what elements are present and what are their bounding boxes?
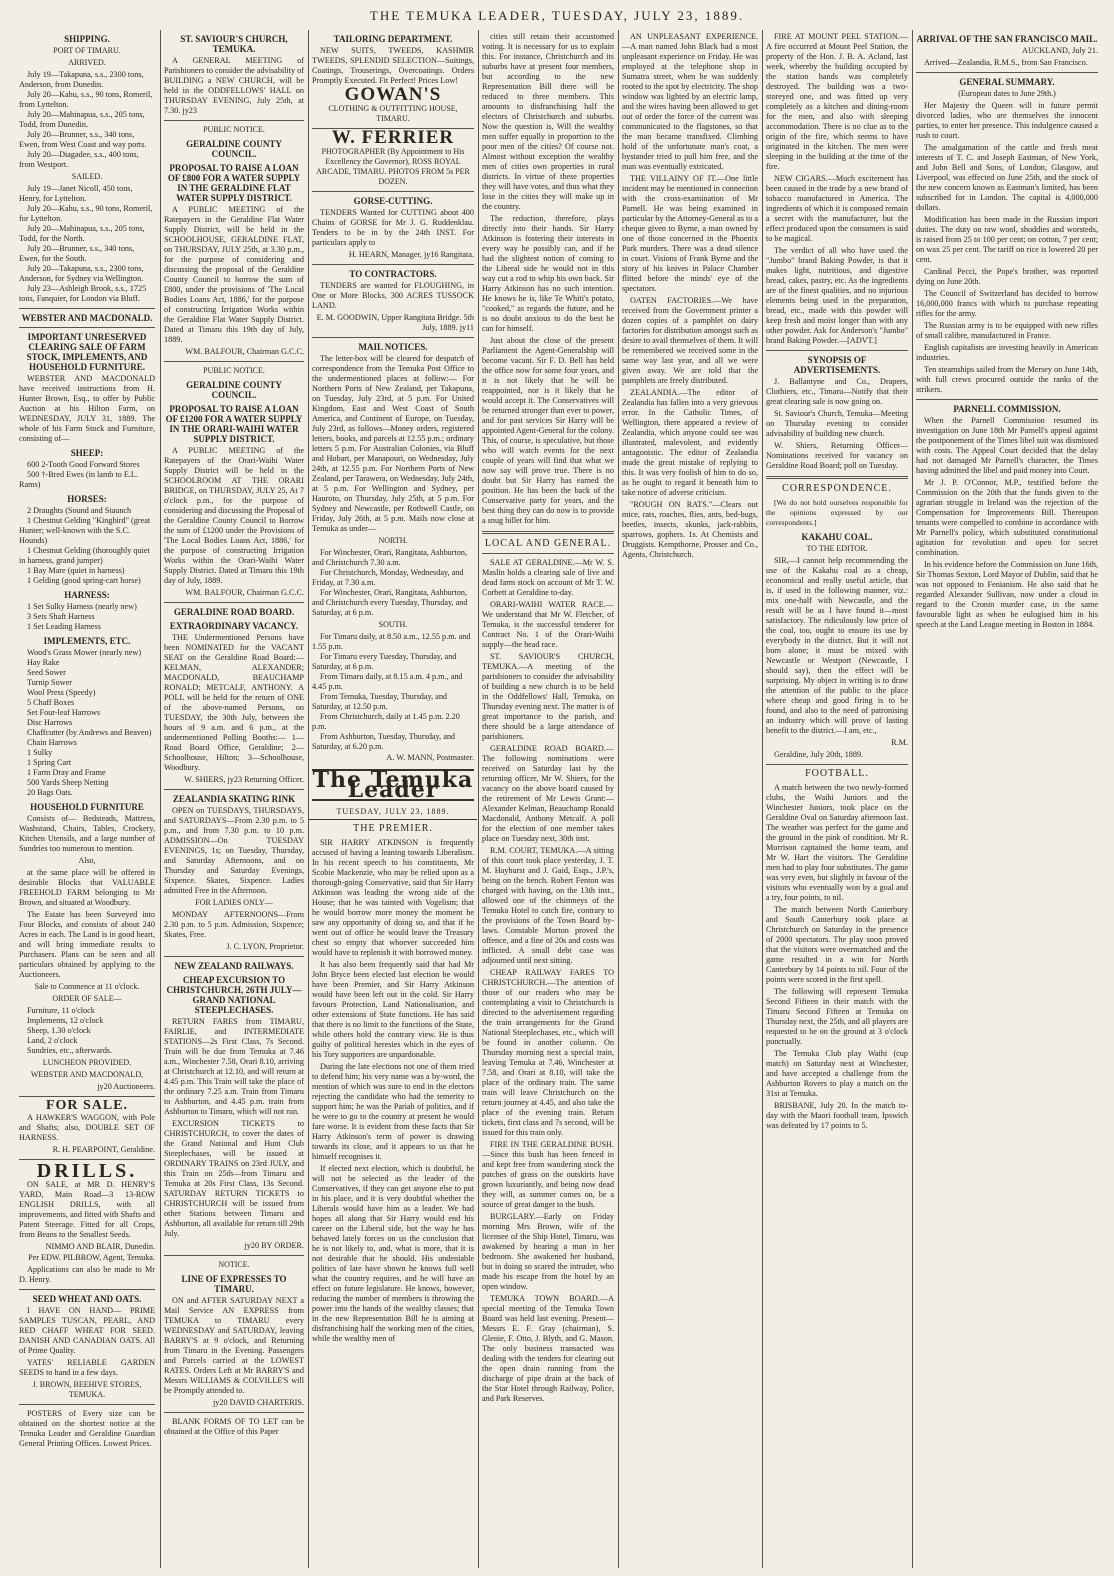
- text-line: July 20—Diagadee, s.s., 400 tons, from Westport.: [19, 150, 139, 169]
- auctioneers-signature: jy20 Auctioneers.: [97, 1082, 155, 1091]
- text-line: 1 Chestnut Gelding (thoroughly quiet in harness, grand jumper): [19, 546, 150, 565]
- text-line: Modification has been made in the Russian import duties. The duty on raw wool, shoddies and worsteds, is raised from 25 to 100 per cent; on cotton, 7 per cent; on wax 25 per cent. The tariff on rice is lowered 20 per cent.: [916, 215, 1098, 264]
- public-notice-heading: PUBLIC NOTICE.: [203, 125, 265, 134]
- text-line: ZEALANDIA.—The editor of Zealandia has fallen into a very grievous error. In the Catholic Times, of Wellington, there appeared a review of Zealandia, which anyone could see was illustrated, malevolent, and evidently antagonistic. The editor of Zealandia made the great mistake of replying to this. It was very foolish of him to do so, as he ought to regard it beneath him to take notice of adverse criticism.: [622, 388, 758, 497]
- loan-1-body: A PUBLIC MEETING of the Ratepayers in the Geraldine Flat Water Supply District, will be held in the SCHOOLHOUSE, GERALDINE FLAT, on THURSDAY, JULY 25th, at 3.30 p.m., for the purpose of considering and discussing the proposal of the Geraldine County Council to borrow the sum of £800, under the provisions of 'The Local Bodies Loans Act, 1886,' for the purpose of constructing Irrigation Works within the Geraldine Flat Water Supply District. Dated at Timaru this 19th day of July, 1889.: [164, 205, 304, 344]
- text-line: W. Shiers, Returning Officer—Nominations received for vacancy on Geraldine Road Board; poll on Tuesday.: [766, 441, 908, 470]
- text-line: Just about the close of the present Parliament the Agent-Generalship will become vacant. Sir F. D. Bell has held the office now for some four years, and it is not likely that he will be reappointed, nor is it likely that he would accept it. The Conservatives will be returned stronger than ever to power, and for past services Sir Harry will be appointed Agent-General for the colony. This, of course, is speculative, but those who will watch events for the next couple of years will find that what we now say will prove true. There is no doubt but Sir Harry has earned the position. He has been the back of the Conservative party for years, and the best thing they can do now is to provide a snug billet for him.: [482, 336, 615, 525]
- ferrier-subheading: PHOTOGRAPHER (By Appointment to His Excellency the Governor), ROSS ROYAL ARCADE, TIMARU. PHOTOS FROM 5s PER DOZEN.: [316, 147, 470, 186]
- mail-south-list: [309, 632, 477, 752]
- coal-date: Geraldine, July 20th, 1889.: [774, 750, 864, 759]
- text-line: Mr J. P. O'Connor, M.P., testified before the Commission on the 20th that the funds given to the agrarian struggle in Ireland was the rejection of the Compensation for Improvements Bill. Thereupon tenants were compelled to combine in accordance with Mr Parnell's policy, which substituted constitutional agitation for revolution and open for secret combination.: [916, 478, 1098, 557]
- text-line: SALE AT GERALDINE.—Mr W. S. Maslin holds a clearing sale of live and dead farm stock on account of Mr T. W. Corbett at Geraldine to-day.: [482, 558, 614, 597]
- coal-body: SIR,—I cannot help recommending the use of the Kakahu coal as a cheap, economical and really useful article, that is, if used in the following manner, viz.: mix one-half with Newcastle, and the result will be as I have found it—most satisfactory. The ridiculously low price of the coal, too, ought to ensure its use by everybody in the district. But it will not burn alone; it must be mixed with Newcastle or Westport (Newcastle, I should say), then the effect will be surprising. My object in writing is to draw the attention of the public to the place where cheap and good firing is to be found, and also to the need of patronising an industry which will prove of lasting benefit to the district.—I am, etc.,: [766, 556, 908, 735]
- text-line: The amalgamation of the cattle and fresh meat interests of T. C. and Joseph Eastman, of New York, and John Bell and Sons, of London, Glasgow, and Liverpool, was effected on June 25th, and the stock of the new concern known as Eastman's limited, has been subscribed for in London. The capital is 4,000,000 dollars.: [916, 143, 1098, 212]
- divider: [766, 476, 908, 479]
- divider: [164, 602, 304, 603]
- drills-signature-1: NIMMO AND BLAIR, Dunedin.: [45, 1242, 155, 1251]
- text-line: The match between North Canterbury and South Canterbury took place at Christchurch on Saturday in the presence of 2000 spectators. The play soon proved that the visitors were overmatched and the game resulted in a win for North Canterbury by 14 points to nil. Four of the points were scored in the first spell.: [766, 905, 908, 984]
- text-line: From Temuka, Tuesday, Thursday, and Saturday, at 12.50 p.m.: [312, 692, 448, 711]
- divider: [312, 191, 474, 192]
- seed-body: I HAVE ON HAND— PRIME SAMPLES TUSCAN, PEARL, AND RED CHAFF WHEAT FOR SEED. DANISH AND CANADIAN OATS. All of Prime Quality.: [19, 1306, 155, 1355]
- shipping-heading: SHIPPING.: [64, 34, 110, 44]
- text-line: July 19—Takapuna, s.s., 2300 tons, Anderson, from Dunedin.: [19, 70, 144, 89]
- contractors-heading: TO CONTRACTORS.: [349, 269, 437, 279]
- text-line: The Temuka Club play Waihi (cup match) on Saturday next at Winchester, and have accepted a challenge from the Ashburton Rovers to play a match on the 31st at Temuka.: [766, 1049, 908, 1098]
- contractors-signature: E. M. GOODWIN, Upper Rangitata Bridge. 5th July, 1889. jy11: [316, 313, 474, 332]
- text-line: Wool Press (Speedy): [27, 688, 96, 697]
- text-line: Furniture, 11 o'clock: [27, 1006, 95, 1015]
- text-line: 5 Chaff Boxes: [27, 698, 75, 707]
- text-line: Turnip Sower: [27, 678, 72, 687]
- coal-heading: KAKAHU COAL.: [801, 532, 873, 542]
- express-subheading: LINE OF EXPRESSES TO TIMARU.: [181, 1274, 287, 1294]
- divider: [19, 308, 155, 309]
- text-line: 3 Sets Shaft Harness: [27, 612, 95, 621]
- seed-note: YATES' RELIABLE GARDEN SEEDS to hand in a few days.: [19, 1358, 155, 1377]
- arrived-label: ARRIVED.: [68, 58, 106, 67]
- port-heading: PORT OF TIMARU.: [53, 46, 121, 55]
- gorse-signature: H. HEARN, Manager, jy16 Rangitata.: [348, 250, 474, 259]
- text-line: J. Ballantyne and Co., Drapers, Clothiers, etc., Timaru—Notify that their great clearing sale is now going on.: [766, 377, 908, 406]
- paper-dateline: TUESDAY, JULY 23, 1889.: [309, 807, 477, 820]
- mail-north-heading: NORTH.: [378, 536, 408, 545]
- text-line: From Christchurch, daily at 1.45 p.m. 2.20 p.m.: [312, 712, 460, 731]
- loan-1-heading: PROPOSAL TO RAISE A LOAN OF £800 FOR A WATER SUPPLY IN THE GERALDINE FLAT WATER SUPPLY DISTRICT.: [167, 163, 301, 203]
- text-line: 1 Farm Dray and Frame: [27, 768, 106, 777]
- council-2-heading: GERALDINE COUNTY COUNCIL.: [186, 380, 282, 400]
- text-line: Her Majesty the Queen will in future permit divorced ladies, who are themselves the innocent parties, to enter her presence. This indulgence caused a rush to court.: [916, 101, 1098, 140]
- auctioneers-name: WEBSTER AND MACDONALD,: [30, 1070, 144, 1079]
- text-line: The Council of Switzerland has decided to borrow 16,000,000 francs with which to purchase repeating rifles for the army.: [916, 289, 1098, 318]
- divider: [766, 350, 908, 351]
- paper-nameplate: [312, 769, 474, 801]
- divider: [19, 1096, 155, 1097]
- divider: [164, 1412, 304, 1413]
- loan-2-signature: WM. BALFOUR, Chairman G.C.C.: [185, 588, 304, 597]
- gowan-heading: GOWAN'S: [344, 84, 442, 105]
- ladies-heading: FOR LADIES ONLY—: [195, 898, 273, 907]
- mail-notices-body: The letter-box will be cleared for despatch of correspondence from the Temuka Post Office to the undermentioned places at follow:— For Northern Ports of New Zealand, per Takapuna, on Tuesday, July 23rd, at 5 p.m. For United Kingdom, East and West Coast of South America, and Continent of Europe, on Tuesday, July 23rd, as follows—Money orders, registered letters, books, and parcels at 12.55 p.m.; ordinary letters 5 p.m. For Australian Colonies, via Bluff and Hobart, per Manapouri, on Wednesday, July 24th, at 12.55 p.m. For Northern Ports of New Zealand, per Tarawera, on Wednesday, July 24th, at 5 p.m. For Wellington and Sydney, per Hauroto, on Thursday, July 25th, at 5 p.m. For Sydney and Newcastle, per Rothwell Castle, on Friday, July 26th, at 5 p.m. Mails now close at Temuka as under—: [312, 354, 474, 533]
- for-sale-body: A HAWKER'S WAGGON, with Pole and Shafts; also, DOUBLE SET OF HARNESS.: [19, 1113, 155, 1142]
- text-line: For Winchester, Orari, Rangitata, Ashburton, and Christchurch every Tuesday, Thursday, and Saturday, at 6 p.m.: [312, 588, 468, 617]
- also-heading: Also,: [78, 856, 96, 865]
- text-line: When the Parnell Commission resumed its investigation on June 18th Mr Parnell's appeal against the postponement of the Times libel suit was dismissed with costs. The Appeal Court decided that the delay had not damaged Mr Parnell's character, the Times having admitted the libel and paid money into Court.: [916, 416, 1098, 475]
- text-line: 1 Set Leading Harness: [27, 622, 101, 631]
- text-line: FIRE AT MOUNT PEEL STATION.—A fire occurred at Mount Peel Station, the property of the Hon. J. B. A. Acland, last week, whereby the building occupied by the station hands was completely destroyed. The building was a two-storeyed one, and was fitted up very completely as a kitchen and dining-room for the men, and also with sleeping accommodation. There is no clue as to the origin of the fire, which seems to have originated in the kitchen. The men were sleeping in the building at the time of the fire.: [766, 32, 908, 171]
- implements-list: [16, 648, 158, 798]
- mail-signature: A. W. MANN, Postmaster.: [386, 753, 474, 762]
- mail-arrival-lead: Arrived—Zealandia, R.M.S., from San Francisco.: [924, 58, 1088, 67]
- synopsis-body: [763, 377, 911, 471]
- seed-signature: J. BROWN, BEEHIVE STORES, TEMUKA.: [32, 1380, 142, 1399]
- text-line: Implements, 12 o'clock: [27, 1016, 104, 1025]
- text-line: FIRE IN THE GERALDINE BUSH.—Since this bush has been fenced in and kept free from wandering stock the patches of grass on the outskirts have grown luxuriantly, and being now dead they will, as summer comes on, be a source of great danger to the bush.: [482, 1140, 614, 1209]
- page-masthead: THE TEMUKA LEADER, TUESDAY, JULY 23, 1889.: [369, 8, 745, 23]
- express-body: ON and AFTER SATURDAY NEXT a Mail Service AN EXPRESS from TEMUKA to TIMARU every WEDNESDAY and SATURDAY, leaving BARRY'S at 9 o'clock, and Returning from Timaru in the Evening. Passengers and Parcels carried at the LOWEST RATES. Orders Left at Mr BARRY'S and Messrs WILLIAMS & COLVILLE'S will be Promptly attended to.: [164, 1296, 304, 1395]
- text-line: BURGLARY.—Early on Friday morning Mrs Brown, wife of the licensee of the Ship Hotel, Timaru, was awakened by hearing a man in her bedroom. She awakened her husband, but in doing so scared the intruder, who made his escape from the hotel by an open window.: [482, 1212, 614, 1291]
- column-3: [308, 30, 477, 1568]
- text-line: 1 Bay Mare (quiet in harness): [27, 566, 125, 575]
- column-6: [762, 30, 911, 1568]
- editorial-continued: [479, 32, 617, 526]
- divider: [916, 72, 1098, 73]
- text-line: Sheep, 1.30 o'clock: [27, 1026, 91, 1035]
- road-board-heading: GERALDINE ROAD BOARD.: [173, 607, 295, 617]
- text-line: July 19—Janet Nicoll, 450 tons, Henry, for Lyttelton.: [19, 184, 133, 203]
- text-line: cities still retain their accustomed voting. It is necessary for us to explain this. For instance, Christchurch and its suburbs have at present four members, but according to the new Representation Bill there will be reduced to three members. This amounts to disfranchising half the electors of Christchurch and suburbs. Now the question is, Will the wealthy men suffer equally in proportion to the poor men of the cities? Of course not. Almost without exception the wealthy men of cities own properties in rural districts. In virtue of these properties they will have votes, and thus what they lose in the cities they will make up in the country.: [482, 32, 614, 211]
- harness-list: [16, 602, 158, 632]
- divider: [916, 399, 1098, 400]
- text-line: Land, 2 o'clock: [27, 1036, 78, 1045]
- loan-2-heading: PROPOSAL TO RAISE A LOAN OF £1200 FOR A WATER SUPPLY IN THE ORARI-WAIHI WATER SUPPLY DISTRICT.: [165, 404, 303, 444]
- drills-signature-2: Per EDW. PILBROW, Agent, Temuka.: [28, 1253, 155, 1262]
- text-line: SIR HARRY ATKINSON is frequently accused of having a leaning towards Liberalism. In his recent speech to his constituents, Mr Scobie Mackenzie, who may be relied upon as a thorough-going Conservative, said that Sir Harry Atkinson was leading the wrong side of the House; that he was tainted with Vogelism; that he would borrow more money the moment he saw any opportunity of doing so, and that if he went out of office he would leave the Treasury chest so empty that whoever succeeded him would have to replenish it with borrowed money.: [312, 838, 474, 957]
- text-line: A match between the two newly-formed clubs, the Waihi Juniors and the Winchester Juniors, took place on the Geraldine Oval on Saturday afternoon last. The weather was perfect for the game and the ground in the pink of condition. Mr R. Morrison captained the home team, and Mr W. Hart the visitors. The Geraldine men had to play four substitutes. The game was very even, but slightly in favour of the visitors who eventually won by a goal and a try, four points, to nil.: [766, 783, 908, 902]
- divider: [164, 120, 304, 121]
- text-line: From Ashburton, Tuesday, Thursday, and Saturday, at 6.20 p.m.: [312, 732, 456, 751]
- ferrier-heading: W. FERRIER: [331, 127, 455, 148]
- mail-arrival-heading: ARRIVAL OF THE SAN FRANCISCO MAIL.: [916, 34, 1098, 44]
- text-line: ST. SAVIOUR'S CHURCH, TEMUKA.—A meeting of the parishioners to consider the advisability of building a new church is to be held in the Oddfellows' Hall, Temuka, on Thursday evening next. The matter is of great importance to the parish, and there should be a large attendance of parishioners.: [482, 652, 614, 741]
- divider: [482, 531, 614, 534]
- text-line: 2 Draughts (Sound and Staunch: [27, 506, 132, 515]
- divider: [19, 1289, 155, 1290]
- railways-heading: NEW ZEALAND RAILWAYS.: [174, 961, 294, 971]
- local-paragraphs-2: [763, 32, 911, 346]
- text-line: Seed Sower: [27, 668, 66, 677]
- text-line: Chaffcutter (by Andrews and Beaven): [27, 728, 152, 737]
- text-line: Wood's Grass Mower (nearly new): [27, 648, 142, 657]
- seed-heading: SEED WHEAT AND OATS.: [32, 1294, 142, 1304]
- text-line: 1 Sulky: [27, 748, 53, 757]
- text-line: For Timaru daily, at 8.50 a.m., 12.55 p.m. and 1.55 p.m.: [312, 632, 471, 651]
- text-line: It has also been frequently said that had Mr John Bryce been elected last election he would have been Premier, and Sir Harry Atkinson would have been left out in the cold. Sir Harry favours Protection, Land Nationalisation, and other extensions of State functions. He has said that there is no limit to the functions of the State, while others hold the contrary view. He is thus guilty of political heresies which in the eyes of his Tory supporters are unpardonable.: [312, 960, 474, 1059]
- parnell-body: [913, 416, 1101, 630]
- text-line: July 23—Ashleigh Brook, s.s., 1725 tons, Fanquier, for London via Bluff.: [19, 284, 147, 303]
- text-line: July 20—Kahu, s.s., 90 tons, Romeril, from Lyttelton.: [19, 90, 153, 109]
- divider: [164, 1255, 304, 1256]
- text-line: The following will represent Temuka Second Fifteen in their match with the Timaru Second Fifteen at Temuka on Thursday next, the 25th, and all players are requested to be on the ground at 3 o'clock punctually.: [766, 987, 908, 1046]
- excursion-body: RETURN FARES from TIMARU, FAIRLIE, and INTERMEDIATE STATIONS—2s First Class, 7s Second. Train will be due from Temuka at 7.46 a.m., Winchester 7.58, Orari 8.10, arriving at Christchurch at 12.10, and will return at 4.45 p.m. This Train will take the place of the ordinary 7.25 a.m. Train from Timaru to Ashburton, and 4.45 p.m. train from Ashburton to Timaru, which will not run.: [164, 1017, 304, 1116]
- local-paragraphs: [619, 32, 761, 560]
- text-line: The Russian army is to be equipped with new rifles of small calibre, manufactured in France.: [916, 321, 1098, 340]
- rink-body: OPEN on TUESDAYS, THURSDAYS, and SATURDAYS—From 2.30 p.m. to 5 p.m., and from 7.30 p.m. to 10 p.m. ADMISSION—On TUESDAY EVENINGS, 1s; on Tuesday, Thursday, and Saturday Afternoons, and on Thursday and Saturday Evenings, Sixpence. Skates, Sixpence. Ladies admitted Free in the Afternoon.: [164, 806, 304, 895]
- tailoring-heading: TAILORING DEPARTMENT.: [333, 34, 453, 44]
- gowan-subheading: CLOTHING & OUTFITTING HOUSE, TIMARU.: [328, 104, 458, 123]
- text-line: Disc Harrows: [27, 718, 73, 727]
- order-list: [16, 1006, 158, 1056]
- text-line: 600 2-Tooth Good Forward Stores: [27, 460, 140, 469]
- luncheon-note: LUNCHEON PROVIDED.: [42, 1058, 132, 1067]
- horses-list: [16, 506, 158, 586]
- arrivals-list: [16, 70, 158, 170]
- sheep-list: [16, 460, 158, 490]
- correspondence-note: [We do not hold ourselves responsible for the opinions expressed by our correspondents.]: [766, 498, 908, 527]
- local-general-body: [479, 558, 617, 1404]
- editorial-body: [309, 838, 477, 1344]
- summary-heading: GENERAL SUMMARY.: [959, 77, 1055, 87]
- coal-to-editor: TO THE EDITOR.: [806, 544, 868, 553]
- text-line: July 20—Brunner, s.s., 340 tons, Ewen, from West Coast and way ports.: [19, 130, 147, 149]
- for-sale-heading: FOR SALE.: [45, 1098, 129, 1113]
- furniture-heading: HOUSEHOLD FURNITURE: [30, 802, 144, 812]
- rink-heading: ZEALANDIA SKATING RINK: [172, 794, 296, 804]
- express-signature: jy20 DAVID CHARTERIS.: [212, 1398, 304, 1407]
- furniture-body: Consists of— Bedsteads, Mattress, Washstand, Chairs, Tables, Crockery, Kitchen Utensils, and a large number of Sundries too numerous to mention.: [19, 814, 155, 853]
- divider: [19, 327, 155, 328]
- summary-body: [913, 101, 1101, 395]
- text-line: BRISBANE, July 20. In the match to-day with the Maori football team, Ipswich was defeated by 17 points to 5.: [766, 1101, 908, 1130]
- text-line: TEMUKA TOWN BOARD.—A special meeting of the Temuka Town Board was held last evening. Present—Messrs E. F. Gray (chairman), S. Glenie, F. Otto, J. Blyth, and G. Mason. The only business transacted was dealing with the tenders for clearing out the open drain running from the discharge of pipe drain at the back of the Star Hotel through Railway, Police, and Park Reserves.: [482, 1294, 614, 1403]
- sailings-list: [16, 184, 158, 304]
- council-heading: GERALDINE COUNTY COUNCIL.: [186, 139, 282, 159]
- local-general-heading: LOCAL AND GENERAL.: [484, 538, 612, 549]
- column-1: [16, 30, 158, 1568]
- mail-south-heading: SOUTH.: [378, 620, 408, 629]
- loan-1-signature: WM. BALFOUR, Chairman G.C.C.: [185, 347, 304, 356]
- text-line: The reduction, therefore, plays directly into their hands. Sir Harry Atkinson is fostering their interests in every way he possibly can, and if he had the slightest notion of coming to the Liberal side he would not in this way cut a rod to whip his own back. Sir Harry Atkinson has no such intention. He knows he is, like Te Whiti's potato, "cooked," as regards the future, and he is no doubt anxious to do the best he can for himself.: [482, 214, 614, 333]
- contractors-body: TENDERS are wanted for FLOUGHING, in One or More Blocks, 300 ACRES TUSSOCK LAND.: [312, 281, 474, 310]
- divider: [164, 789, 304, 790]
- ladies-body: MONDAY AFTERNOONS—From 2.30 p.m. to 5 p.m. Admission, Sixpence; Skates, Free.: [164, 910, 304, 939]
- text-line: Ten steamships sailed from the Mersey on June 14th, with full crews procured outside the ranks of the strikers.: [916, 365, 1098, 394]
- correspondence-heading: CORRESPONDENCE.: [782, 483, 892, 494]
- text-line: For Timaru every Tuesday, Thursday, and Saturday, at 6 p.m.: [312, 652, 457, 671]
- tickets-signature: jy20 BY ORDER.: [244, 1241, 304, 1250]
- rink-signature: J. C. LYON, Proprietor.: [226, 942, 304, 951]
- text-line: NEW CIGARS.—Much excitement has been caused in the trade by a new brand of tobacco manufactured in America. The ingredients of which it is composed remain a secret with the manufacturer, but the effect produced upon the consumers is said to be magical.: [766, 174, 908, 243]
- text-line: Chain Harrows: [27, 738, 77, 747]
- vacancy-signature: W. SHIERS, jy23 Returning Officer.: [184, 775, 304, 784]
- order-heading: ORDER OF SALE—: [52, 994, 122, 1003]
- estate-body: The Estate has been Surveyed into Four Blocks, and consists of about 240 Acres in each. The Land is in good heart, and will bring immediate results to Purchasers. Plans can be seen and all particulars obtained by applying to the Auctioneers.: [19, 910, 155, 979]
- column-2: [160, 30, 307, 1568]
- text-line: The verdict of all who have used the "Jumbo" brand Baking Powder, is that it makes light, nutritious, and digestive bread, cakes, pastry, etc. As the ingredients are of the finest qualities, and no injurious elements being used in the preparation, bread, etc., made with this powder will keep fresh and moist longer than with any other powder. Ask for Anderson's "Jumbo" brand Baking Powder.—[ADVT.]: [766, 246, 908, 345]
- clearing-sale-heading: IMPORTANT UNRESERVED CLEARING SALE OF FARM STOCK, IMPLEMENTS, AND HOUSEHOLD FURNITURE.: [26, 332, 148, 372]
- implements-heading: IMPLEMENTS, ETC.: [43, 636, 131, 646]
- football-heading: FOOTBALL.: [805, 768, 869, 779]
- for-sale-signature: R. H. PEARPOINT, Geraldine.: [52, 1145, 155, 1154]
- divider: [312, 337, 474, 338]
- divider: [19, 1404, 155, 1405]
- text-line: July 20—Mahinapua, s.s., 205 tons, Todd, from Dunedin.: [19, 110, 145, 129]
- text-line: THE VILLAINY OF IT.—One little incident may be mentioned in connection with the cross-examination of Mr Parnell. He was being examined in particular by the Attorney-General as to a cheque given to Byrne, a man owned by one of those concerned in the Phoenix Park murders. There was a dead silence in court. Visions of Frank Byrne and the story of his knives in Palace Chamber flitted before the minds' eye of the spectators.: [622, 174, 758, 293]
- text-line: 1 Set Sulky Harness (nearly new): [27, 602, 137, 611]
- text-line: 1 Chestnut Gelding "Kingbird" (great Hunter; well-known with the S.C. Hounds): [19, 516, 151, 545]
- text-line: GERALDINE ROAD BOARD.—The following nominations were received on Saturday last by the returning officer, Mr W. Shiers, for the vacancy on the above board caused by the retirement of Mr Lewis Grant:—Alexander Kelman, Beauchamp Ronald Macdonald, Anthony Metcalf. A poll for the election of one member takes place on Tuesday next, 30th inst.: [482, 744, 614, 843]
- gorse-body: TENDERS Wanted for CUTTING about 400 Chains of GORSE for Mr J. G. Ruddenklau. Tenders to be in by the 24th INST. For particulars apply to: [312, 208, 474, 247]
- tickets-body: EXCURSION TICKETS to CHRISTCHURCH, to cover the dates of the Grand National and Hunt Club Steeplechases, will be issued at ORDINARY TRAINS on 23rd JULY, and this Train on 25th—from Timaru and Temuka at 20s First Class, 13s Second. SATURDAY RETURN TICKETS to CHRISTCHURCH will be issued from other Stations between Timaru and Ashburton, all available for return till 29th July.: [164, 1119, 304, 1238]
- text-line: Sundries, etc., afterwards.: [27, 1046, 113, 1055]
- horses-heading: HORSES:: [67, 494, 107, 504]
- vacancy-body: THE Undermentioned Persons have been NOMINATED for the VACANT SEAT on the Geraldine Road Board:— KELMAN, ALEXANDER; MACDONALD, BEAUCHAMP RONALD; METCALF, ANTHONY. A POLL will be held for the return of ONE of the above-named Persons, on TUESDAY, the 30th July, between the hours of 9 a.m. and 6 p.m., at the undermentioned Polling Booths:— 1—Road Board Office, Geraldine; 2—Schoolhouse, Hilton; 3—Schoolhouse, Woodbury.: [164, 633, 304, 772]
- text-line: July 20—Mahinapua, s.s., 205 tons, Todd, for the North.: [19, 224, 145, 243]
- text-line: OATEN FACTORIES.—We have received from the Government printer a dozen copies of a pamphlet on dairy factories for distribution amongst such as desire to avail themselves of them. It will be remembered we received some in the same way last year, and all we were given away. We are told that the pamphlets are freely distributed.: [622, 296, 758, 385]
- divider: [766, 764, 908, 765]
- public-notice-2-heading: PUBLIC NOTICE.: [203, 366, 265, 375]
- clearing-sale-body: WEBSTER AND MACDONALD have received instructions from H. Hunter Brown, Esq., to offer by Public Auction at his Hilton Farm, on WEDNESDAY, JULY 31, 1889. The whole of his Farm Stock and Furniture, consisting of—: [19, 374, 155, 443]
- firm-heading: WEBSTER AND MACDONALD.: [21, 313, 153, 323]
- church-body: A GENERAL MEETING of Parishioners to consider the advisability of BUILDING a NEW CHURCH, will be held in the ODDFELLOWS' HALL on THURSDAY EVENING, July 25th, at 7.30. jy23: [164, 56, 304, 115]
- text-line: For Christchurch, Monday, Wednesday, and Friday, at 7.30 a.m.: [312, 568, 464, 587]
- drills-heading: DRILLS.: [36, 1160, 138, 1182]
- summary-subheading: (European dates to June 29th.): [958, 89, 1056, 98]
- text-line: 1 Gelding (good spring-cart horse): [27, 576, 141, 585]
- paper-title: The Temuka Leader: [312, 767, 474, 803]
- coal-signature: R.M.: [891, 738, 908, 747]
- sale-commence: Sale to Commence at 11 o'clock.: [34, 982, 140, 991]
- text-line: 500 Yards Sheep Netting: [27, 778, 109, 787]
- express-notice-heading: NOTICE.: [218, 1260, 250, 1269]
- text-line: July 20—Kahu, s.s., 90 tons, Romeril, for Lyttelton.: [19, 204, 153, 223]
- text-line: Set Four-leaf Harrows: [27, 708, 101, 717]
- football-body: [763, 783, 911, 1131]
- text-line: AN UNPLEASANT EXPERIENCE.—A man named John Black had a most unpleasant experience on Friday. He was employed at the telephone shop in Sumatra street, when he was suddenly rooted to the spot by electricity. The shop window was lighted by an electric lamp, and the wires having been allowed to get out of order the force of the current was communicated to the flagstones, so that the man became transfixed. Climbing hold of the unfortunate man's coat, a bystander tried to pull him free, and the man was eventually extricated.: [622, 32, 758, 171]
- text-line: July 20—Takapuna, s.s., 2300 tons, Anderson, for Sydney via Wellington.: [19, 264, 144, 283]
- mail-north-list: [309, 548, 477, 618]
- editorial-heading: THE PREMIER.: [353, 823, 433, 834]
- mail-notices-heading: MAIL NOTICES.: [358, 342, 428, 352]
- text-line: In his evidence before the Commission on June 16th, Sir Thomas Sexton, Lord Mayor of Dublin, said that he was not opposed to Fenianism. He also said that he regarded Alexander Sullivan, now under a cloud in regard to the Cronin murder case, in the same favourable light as when he eulogised him in his speech at the Land League meeting in Boston in 1884.: [916, 560, 1098, 629]
- posters-notice: POSTERS of Every size can be obtained on the shortest notice at the Temuka Leader and Geraldine Guardian General Printing Offices. Lowest Prices.: [19, 1409, 155, 1448]
- parnell-heading: PARNELL COMMISSION.: [953, 404, 1061, 414]
- text-line: ORARI-WAIHI WATER RACE.—We understand that Mr W. Fletcher, of Temuka, is the successful tenderer for Contract No. 1 of the Orari-Waihi supply—the head race.: [482, 600, 614, 649]
- tailoring-body: NEW SUITS, TWEEDS, KASHMIR TWEEDS, SPLENDID SELECTION—Suitings, Coatings, Trouserings, Overcoatings. Orders Promptly Executed. Fit Perfect! Prices Low!: [312, 46, 474, 85]
- text-line: CHEAP RAILWAY FARES TO CHRISTCHURCH.—The attention of those of our readers who may be contemplating a visit to Christchurch is directed to the advertisement regarding the train arrangements for the Grand National Steeplechases, etc., which will be found in another column. On Thursday morning next a special train, leaving Temuka at 7.46, Winchester at 7.58, and Orari at 8.10, will take the place of the ordinary train. The same train will leave Christchurch on the return journey at 4.45, and also take the place of the evening train. Return tickets, first class and 7s second, will be issued for this train only.: [482, 968, 614, 1137]
- text-line: Cardinal Pecci, the Pope's brother, was reported dying on June 20th.: [916, 267, 1098, 286]
- mail-arrival-dateline: AUCKLAND, July 21.: [1022, 46, 1098, 55]
- divider: [164, 361, 304, 362]
- also-body: at the same place will be offered in desirable Blocks that VALUABLE FREEHOLD FARM belonging to Mr Brown, and situated at Woodbury.: [19, 868, 155, 907]
- vacancy-heading: EXTRAORDINARY VACANCY.: [169, 621, 299, 631]
- column-5: [618, 30, 761, 1568]
- divider: [312, 264, 474, 265]
- text-line: If elected next election, which is doubtful, he will not be selected as the leader of the Conservatives, if they can get anyone else to put in his place, and it is very doubtful whether the Liberals would have him as a leader. We had hopes all along that Sir Harry would end his career on the Liberal side, but the way he has behaved lately forces on us the conclusion that he is not likely to, and, what is more, that it is not desirable that he should. His undeniable politics of late have shown he knows full well what the country requires, and he will have an effect on future legislature. He knows, however, reducing the number of members is throwing the power into the hands of the wealthy classes; that in the new Representation Bill he is aiming at disfranchising half the working men of the cities, while the wealthy men of: [312, 1164, 474, 1343]
- column-7: [912, 30, 1101, 1568]
- synopsis-heading: SYNOPSIS OF ADVERTISEMENTS.: [793, 355, 881, 375]
- text-line: R.M. COURT, TEMUKA.—A sitting of this court took place yesterday, J. T. M. Hayhurst and J. Gaid, Esqs., J.P.'s, being on the bench. Robert Fenton was charged with having, on the 13th inst., allowed one of the chimneys of the Temuka Hotel to catch fire, contrary to the provisions of the Town Board by-laws. Constable Morton proved the offence, and a fine of 20s and costs was inflicted. A small debt case was adjourned until next sitting.: [482, 846, 614, 965]
- excursion-heading: CHEAP EXCURSION TO CHRISTCHURCH, 26TH JULY—GRAND NATIONAL STEEPLECHASES.: [166, 975, 302, 1015]
- divider: [482, 553, 614, 554]
- text-line: 500 †-Bred Ewes (in lamb to E.L. Rams): [19, 470, 138, 489]
- loan-2-body: A PUBLIC MEETING of the Ratepayers of the Orari-Waihi Water Supply District will be held in the SCHOOLROOM AT THE ORARI BRIDGE, on THURSDAY, JULY 25, At 7 o'clock p.m., for the purpose of considering and discussing the Proposal of the Geraldine County Council to Borrow the sum of £1200 under the Provisions of 'The Local Bodies Loans Act, 1886,' for the purpose of constructing Irrigation Works within the Orari-Waihi Water Supply District. Dated at Timaru this 19th day of July, 1889.: [164, 446, 304, 585]
- drills-note: Applications can also be made to Mr D. Henry.: [19, 1265, 155, 1284]
- text-line: English capitalists are investing heavily in American industries.: [916, 343, 1098, 362]
- text-line: July 20—Brunner, s.s., 340 tons, Ewen, for the South.: [19, 244, 135, 263]
- column-4: [478, 30, 617, 1568]
- text-line: "ROUGH ON RATS."—Clears out mice, rats, roaches, flies, ants, bed-bugs, beetles, insects, skunks, jack-rabbits, sparrows, gophers. 1s. At Chemists and Druggists. Kempthorne, Prosser and Co., Agents, Christchurch.: [622, 500, 758, 559]
- text-line: From Timaru daily, at 8.15 a.m. 4 p.m., and 4.45 p.m.: [312, 672, 463, 691]
- text-line: 1 Spring Cart: [27, 758, 72, 767]
- blank-forms-notice: BLANK FORMS OF TO LET can be obtained at the Office of this Paper: [164, 1417, 304, 1436]
- text-line: 20 Bags Oats.: [27, 788, 73, 797]
- harness-heading: HARNESS:: [64, 590, 110, 600]
- sailed-label: SAILED.: [71, 172, 103, 181]
- drills-body: ON SALE, at MR D. HENRY'S YARD, Main Road—3 13-ROW ENGLISH DRILLS, with all improvements, and fitted with Shafts and Patent Steerage. Fitted for all Crops, from Beans to the Smallest Seeds.: [19, 1180, 155, 1239]
- text-line: For Winchester, Orari, Rangitata, Ashburton, and Christchurch 7.30 a.m.: [312, 548, 467, 567]
- gorse-heading: GORSE-CUTTING.: [353, 196, 433, 206]
- church-heading: ST. SAVIOUR'S CHURCH, TEMUKA.: [180, 34, 288, 54]
- text-line: During the late elections not one of them tried to defend him; his very name was a by-word, the mention of which was sure to end in the electors rejecting the candidate who had the temerity to support him; he was the Pariah of politics, and if he were to go to the country at present he would fare worse. It is evident from these facts that Sir Harry Atkinson's term of power is drawing towards its close, and it appears to us that he himself recognises it.: [312, 1062, 474, 1161]
- sheep-heading: SHEEP:: [70, 448, 104, 458]
- text-line: St. Saviour's Church, Temuka—Meeting on Thursday evening to consider advisability of building new church.: [766, 409, 908, 438]
- text-line: Hay Rake: [27, 658, 60, 667]
- divider: [164, 956, 304, 957]
